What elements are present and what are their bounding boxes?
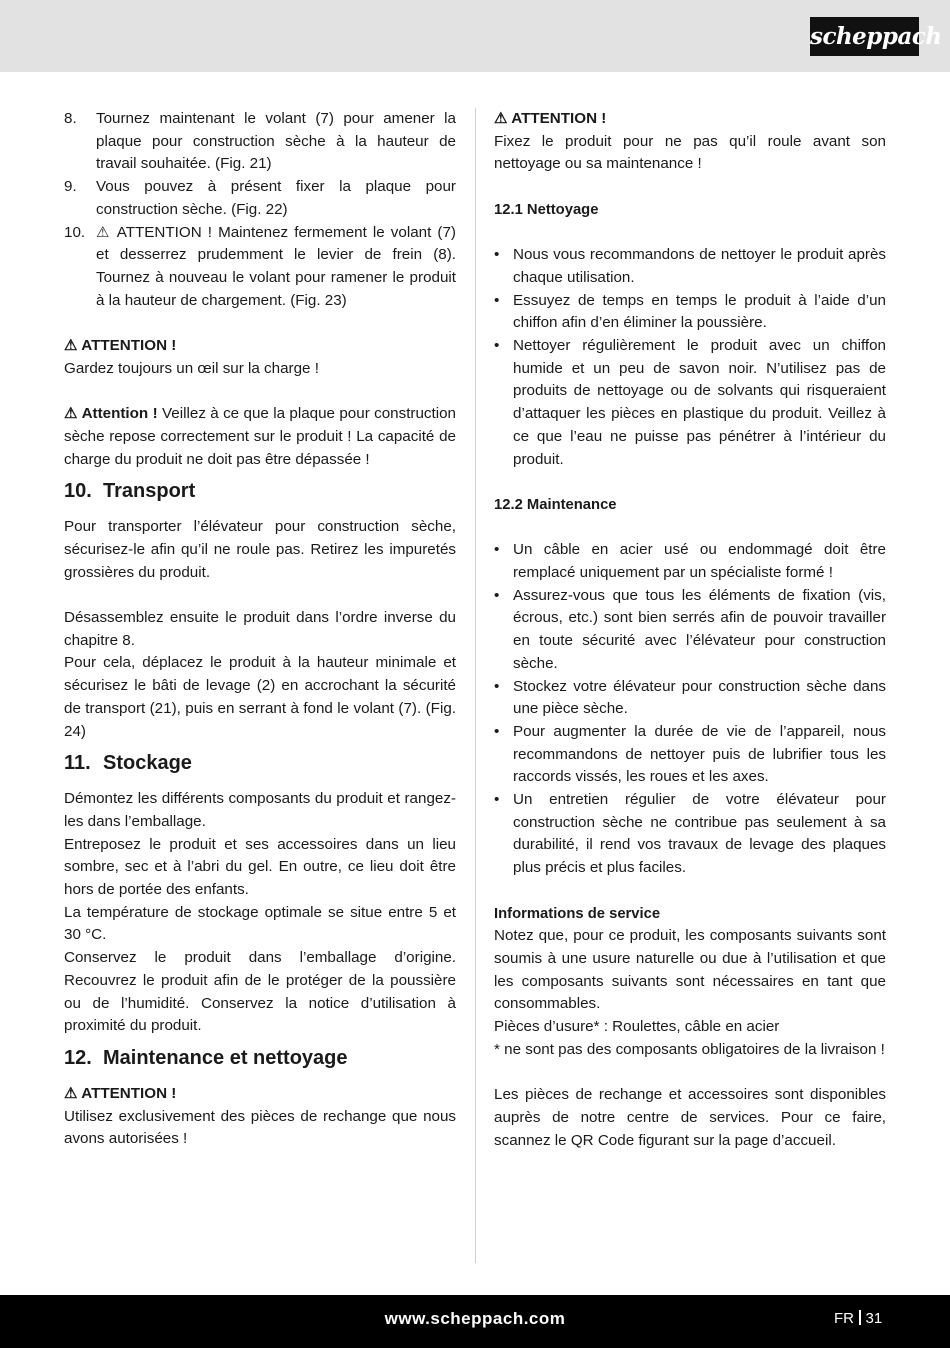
section-number: 12. bbox=[64, 1046, 92, 1069]
scheppach-logo: scheppach bbox=[810, 17, 919, 56]
page-number-value: 31 bbox=[865, 1310, 883, 1327]
warning-title: ⚠ ATTENTION ! bbox=[64, 1084, 177, 1102]
subsection-heading-maintenance: 12.2 Maintenance bbox=[494, 496, 617, 513]
page-header bbox=[0, 0, 950, 72]
left-column bbox=[64, 108, 456, 1151]
step-text: Tournez maintenant le volant (7) pour amener la plaque pour construction sèche à la hauteur de travail souhaitée. (Fig. 21) bbox=[96, 110, 456, 173]
separator-bar bbox=[859, 1310, 861, 1325]
step-item bbox=[64, 222, 456, 313]
warning-title: ⚠ ATTENTION ! bbox=[494, 110, 607, 127]
cleaning-list bbox=[494, 244, 886, 471]
section-number: 10. bbox=[64, 480, 92, 503]
step-number: 10. bbox=[64, 223, 86, 241]
list-item: • Essuyez de temps en temps le produit à l’aide d’un chiffon afin d’en éliminer la poussière. bbox=[494, 290, 886, 335]
section-heading-stockage bbox=[64, 750, 456, 776]
step-item bbox=[64, 108, 456, 176]
maintenance-list bbox=[494, 539, 886, 880]
section-heading-transport bbox=[64, 478, 456, 504]
paragraph: Démontez les différents composants du produit et rangez-les dans l’emballage. bbox=[64, 790, 456, 830]
warning-paragraph bbox=[64, 403, 456, 471]
step-text: ⚠ ATTENTION ! Maintenez fermement le volant (7) et desserrez prudemment le levier de frein (8). Tournez à nouveau le volant pour ramener le produit à la hauteur de chargement. (Fig. 23) bbox=[96, 223, 456, 309]
section-title: Transport bbox=[103, 480, 196, 503]
paragraph: Entreposez le produit et ses accessoires dans un lieu sombre, sec et à l’abri du gel. En outre, ce lieu doit être hors de portée des enfants. bbox=[64, 835, 456, 899]
right-column bbox=[494, 108, 886, 1152]
warning-text: Utilisez exclusivement des pièces de rechange que nous avons autorisées ! bbox=[64, 1107, 456, 1148]
list-item: • Pour augmenter la durée de vie de l’appareil, nous recommandons de nettoyer puis de lubrifier tous les raccords vissés, les roues et les axes. bbox=[494, 721, 886, 789]
list-item: • Un câble en acier usé ou endommagé doit être remplacé uniquement par un spécialiste formé ! bbox=[494, 539, 886, 584]
step-text: Vous pouvez à présent fixer la plaque pour construction sèche. (Fig. 22) bbox=[96, 178, 456, 218]
paragraph: Les pièces de rechange et accessoires sont disponibles auprès de notre centre de services. Pour ce faire, scannez le QR Code figurant sur la page d’accueil. bbox=[494, 1086, 886, 1149]
page-footer bbox=[0, 1295, 950, 1348]
section-heading-maintenance bbox=[64, 1045, 456, 1071]
paragraph: Pièces d’usure* : Roulettes, câble en acier bbox=[494, 1018, 780, 1036]
step-number: 8. bbox=[64, 110, 77, 127]
list-item: • Assurez-vous que tous les éléments de fixation (vis, écrous, etc.) sont bien serrés afin de pouvoir travailler en toute sécurité avec l’élévateur pour construction sèche. bbox=[494, 585, 886, 676]
list-item: • Nettoyer régulièrement le produit avec un chiffon humide et un peu de savon noir. N’utilisez pas de produits de nettoyage ou de solvants qui risqueraient d’attaquer les pièces en plastique du produit. Veillez à ce que l’eau ne puisse pas pénétrer à l’intérieur du produit. bbox=[494, 335, 886, 471]
step-number: 9. bbox=[64, 178, 77, 196]
paragraph: La température de stockage optimale se situe entre 5 et 30 °C. bbox=[64, 903, 456, 944]
column-divider bbox=[475, 108, 476, 1263]
page-number bbox=[834, 1310, 882, 1327]
section-number: 11. bbox=[64, 752, 91, 775]
section-title: Stockage bbox=[103, 752, 192, 775]
warning-text: Gardez toujours un œil sur la charge ! bbox=[64, 359, 319, 377]
warning-title: ⚠ Attention ! bbox=[64, 405, 158, 423]
step-item bbox=[64, 176, 456, 221]
paragraph: Conservez le produit dans l’emballage d’origine. Recouvrez le produit afin de le protéger de la poussière ou de l’humidité. Conservez la notice d’utilisation à proximité du produit. bbox=[64, 949, 456, 1035]
subsection-heading-nettoyage: 12.1 Nettoyage bbox=[494, 201, 599, 218]
paragraph: Désassemblez ensuite le produit dans l’ordre inverse du chapitre 8. bbox=[64, 609, 456, 649]
section-title: Maintenance et nettoyage bbox=[103, 1046, 348, 1069]
service-info-heading: Informations de service bbox=[494, 905, 661, 922]
warning-title: ⚠ ATTENTION ! bbox=[64, 337, 177, 355]
warning-text: Veillez à ce que la plaque pour construction sèche repose correctement sur le produit ! La capacité de charge du produit ne doit pas être dépassée ! bbox=[64, 405, 457, 468]
steps-list bbox=[64, 108, 456, 312]
paragraph: Pour transporter l’élévateur pour construction sèche, sécurisez-le afin qu’il ne roule pas. Retirez les impuretés grossières du produit. bbox=[64, 518, 456, 581]
language-code: FR bbox=[834, 1310, 854, 1327]
list-item: • Stockez votre élévateur pour construction sèche dans une pièce sèche. bbox=[494, 676, 886, 721]
paragraph: Pour cela, déplacez le produit à la hauteur minimale et sécurisez le bâti de levage (2) en accrochant la sécurité de transport (21), puis en serrant à fond le volant (7). (Fig. 24) bbox=[64, 654, 456, 740]
website-url: www.scheppach.com bbox=[384, 1309, 566, 1328]
paragraph: * ne sont pas des composants obligatoires de la livraison ! bbox=[494, 1040, 885, 1058]
warning-text: Fixez le produit pour ne pas qu’il roule avant son nettoyage ou sa maintenance ! bbox=[494, 132, 886, 173]
list-item: • Un entretien régulier de votre élévateur pour construction sèche ne contribue pas seulement à sa durabilité, il rend vos travaux de levage des plaques plus précis et plus faciles. bbox=[494, 789, 886, 880]
list-item: • Nous vous recommandons de nettoyer le produit après chaque utilisation. bbox=[494, 244, 886, 289]
paragraph: Notez que, pour ce produit, les composants suivants sont soumis à une usure naturelle ou due à l’utilisation et que les composants suivants sont nécessaires en tant que consommables. bbox=[494, 927, 886, 1013]
